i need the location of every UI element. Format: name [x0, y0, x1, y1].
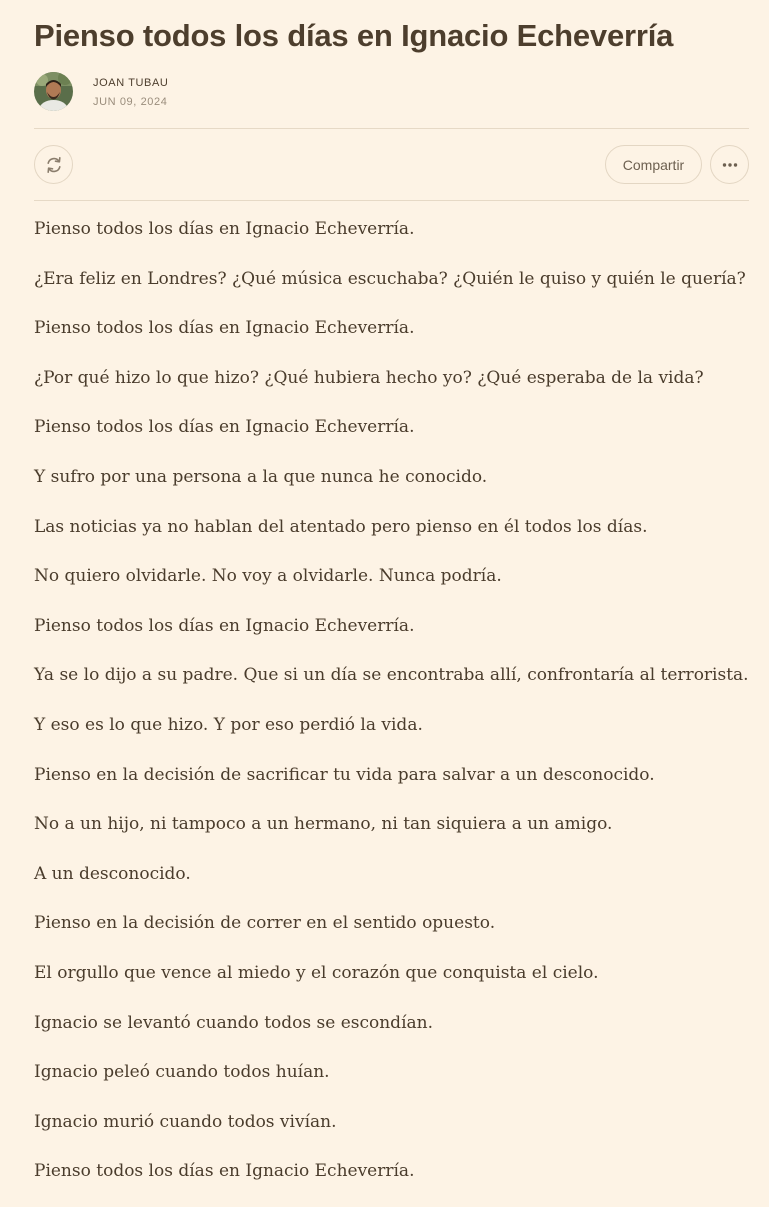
paragraph: Ignacio se levantó cuando todos se escondían.: [34, 1012, 433, 1033]
paragraph: Ya se lo dijo a su padre. Que si un día se encontraba allí, confrontaría al terrorista.: [34, 665, 749, 686]
share-button[interactable]: Compartir: [605, 145, 702, 184]
paragraph: ¿Por qué hizo lo que hizo? ¿Qué hubiera hecho yo? ¿Qué esperaba de la vida?: [34, 367, 704, 388]
paragraph: Pienso todos los días en Ignacio Echeverría.: [34, 1161, 415, 1182]
more-options-button[interactable]: [710, 145, 749, 184]
paragraph: No a un hijo, ni tampoco a un hermano, ni tan siquiera a un amigo.: [34, 814, 613, 835]
divider-top: [34, 128, 749, 129]
paragraph: A un desconocido.: [34, 863, 191, 884]
paragraph: Pienso en la decisión de sacrificar tu vida para salvar a un desconocido.: [34, 764, 655, 785]
avatar-image: [34, 72, 73, 111]
paragraph: ¿Era feliz en Londres? ¿Qué música escuchaba? ¿Quién le quiso y quién le quería?: [34, 268, 746, 289]
divider-bottom: [34, 200, 749, 201]
paragraph: Pienso todos los días en Ignacio Echeverría.: [34, 615, 415, 636]
byline: [34, 72, 168, 111]
post-title: Pienso todos los días en Ignacio Echeverría: [34, 18, 674, 53]
paragraph: Pienso todos los días en Ignacio Echeverría.: [34, 417, 415, 438]
byline-meta: [93, 76, 168, 108]
paragraph: El orgullo que vence al miedo y el corazón que conquista el cielo.: [34, 962, 599, 983]
restack-button[interactable]: [34, 145, 73, 184]
paragraph: Ignacio peleó cuando todos huían.: [34, 1062, 330, 1083]
paragraph: Y sufro por una persona a la que nunca he conocido.: [34, 466, 488, 487]
paragraph: Pienso en la decisión de correr en el sentido opuesto.: [34, 913, 496, 934]
paragraph: Las noticias ya no hablan del atentado pero pienso en él todos los días.: [34, 516, 648, 537]
author-name[interactable]: JOAN TUBAU: [93, 76, 169, 89]
post-date: JUN 09, 2024: [93, 95, 168, 108]
paragraph: Ignacio murió cuando todos vivían.: [34, 1111, 337, 1132]
paragraph: Pienso todos los días en Ignacio Echeverría.: [34, 219, 415, 239]
post-body: [34, 215, 749, 1207]
paragraph: Pienso todos los días en Ignacio Echeverría.: [34, 318, 415, 339]
more-options-icon: [720, 155, 740, 175]
paragraph: No quiero olvidarle. No voy a olvidarle. Nunca podría.: [34, 566, 502, 587]
author-avatar[interactable]: [34, 72, 73, 111]
paragraph: Y eso es lo que hizo. Y por eso perdió la vida.: [34, 714, 423, 735]
restack-icon: [44, 155, 64, 175]
